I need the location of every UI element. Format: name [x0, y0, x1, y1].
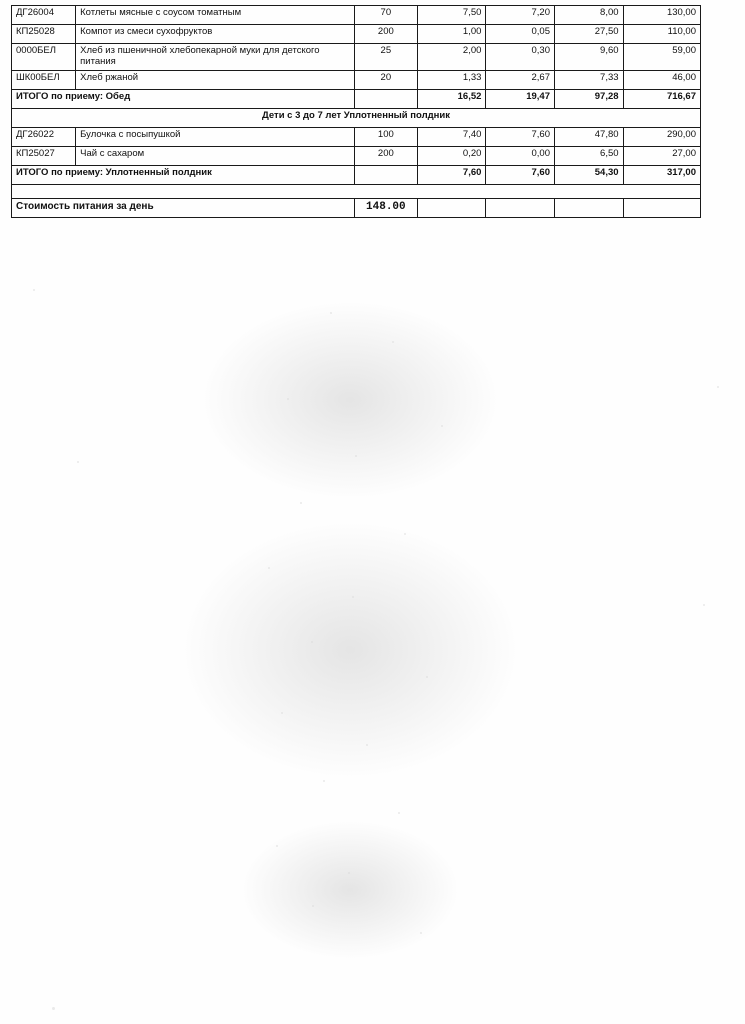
total-label: ИТОГО по приему: Уплотненный полдник	[12, 165, 355, 184]
row-zhiry: 7,60	[486, 127, 555, 146]
row-zhiry: 0,00	[486, 146, 555, 165]
row-uglevody: 9,60	[554, 44, 623, 71]
row-name: Хлеб из пшеничной хлебопекарной муки для детского питания	[76, 44, 355, 71]
table-row	[12, 44, 701, 71]
row-zhiry: 7,20	[486, 6, 555, 25]
row-belki: 7,50	[417, 6, 486, 25]
cost-blank-cell	[554, 198, 623, 217]
table-section-row	[12, 108, 701, 127]
table-row	[12, 70, 701, 89]
total-uglevody: 97,28	[554, 89, 623, 108]
row-vihod: 100	[354, 127, 417, 146]
cost-blank-cell	[623, 198, 700, 217]
row-code: КП25028	[12, 25, 76, 44]
row-vihod: 70	[354, 6, 417, 25]
table-row	[12, 6, 701, 25]
cost-label: Стоимость питания за день	[12, 198, 355, 217]
row-kaloriynost: 290,00	[623, 127, 700, 146]
row-uglevody: 8,00	[554, 6, 623, 25]
row-code: КП25027	[12, 146, 76, 165]
row-vihod: 200	[354, 146, 417, 165]
total-zhiry: 7,60	[486, 165, 555, 184]
row-uglevody: 27,50	[554, 25, 623, 44]
row-belki: 1,33	[417, 70, 486, 89]
cost-value: 148.00	[354, 198, 417, 217]
row-code: ШК00БЕЛ	[12, 70, 76, 89]
table-spacer-row	[12, 184, 701, 198]
row-zhiry: 0,30	[486, 44, 555, 71]
row-name: Хлеб ржаной	[76, 70, 355, 89]
total-kaloriynost: 716,67	[623, 89, 700, 108]
total-uglevody: 54,30	[554, 165, 623, 184]
row-belki: 1,00	[417, 25, 486, 44]
section-label: Дети с 3 до 7 лет Уплотненный полдник	[12, 108, 701, 127]
row-kaloriynost: 130,00	[623, 6, 700, 25]
total-kaloriynost: 317,00	[623, 165, 700, 184]
row-kaloriynost: 110,00	[623, 25, 700, 44]
cost-blank-cell	[417, 198, 486, 217]
row-code: 0000БЕЛ	[12, 44, 76, 71]
row-uglevody: 7,33	[554, 70, 623, 89]
row-kaloriynost: 59,00	[623, 44, 700, 71]
total-label: ИТОГО по приему: Обед	[12, 89, 355, 108]
table-total-row	[12, 89, 701, 108]
row-name: Чай с сахаром	[76, 146, 355, 165]
row-vihod: 200	[354, 25, 417, 44]
row-zhiry: 2,67	[486, 70, 555, 89]
total-belki: 7,60	[417, 165, 486, 184]
row-zhiry: 0,05	[486, 25, 555, 44]
total-belki: 16,52	[417, 89, 486, 108]
row-name: Котлеты мясные с соусом томатным	[76, 6, 355, 25]
row-vihod: 25	[354, 44, 417, 71]
row-belki: 2,00	[417, 44, 486, 71]
row-kaloriynost: 46,00	[623, 70, 700, 89]
table-row	[12, 146, 701, 165]
total-zhiry: 19,47	[486, 89, 555, 108]
table-cost-row	[12, 198, 701, 217]
row-code: ДГ26022	[12, 127, 76, 146]
row-belki: 0,20	[417, 146, 486, 165]
menu-nutrition-table	[11, 5, 701, 218]
row-uglevody: 47,80	[554, 127, 623, 146]
cost-blank-cell	[486, 198, 555, 217]
table-row	[12, 127, 701, 146]
row-vihod: 20	[354, 70, 417, 89]
row-kaloriynost: 27,00	[623, 146, 700, 165]
row-uglevody: 6,50	[554, 146, 623, 165]
total-vihod	[354, 165, 417, 184]
row-name: Булочка с посыпушкой	[76, 127, 355, 146]
row-code: ДГ26004	[12, 6, 76, 25]
table-total-row	[12, 165, 701, 184]
total-vihod	[354, 89, 417, 108]
row-name: Компот из смеси сухофруктов	[76, 25, 355, 44]
row-belki: 7,40	[417, 127, 486, 146]
spacer-cell	[12, 184, 701, 198]
table-row	[12, 25, 701, 44]
